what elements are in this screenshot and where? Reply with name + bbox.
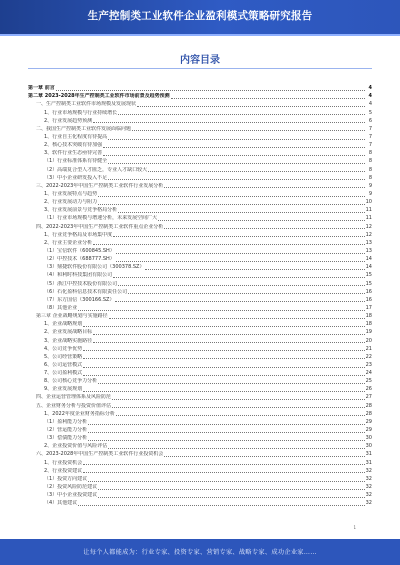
toc-entry-page: 30: [365, 443, 372, 450]
report-header: [0, 0, 400, 36]
toc-entry[interactable]: [28, 369, 372, 377]
toc-entry-label: 3、企业战略实施路径: [44, 337, 93, 344]
toc-entry-label: 9、企业发展规划: [44, 386, 83, 393]
toc-entry-label: （8）其他企业: [44, 304, 78, 311]
toc-entry-page: 32: [365, 467, 372, 474]
toc-entry[interactable]: [28, 190, 372, 198]
toc-dot-leader: [113, 236, 364, 237]
toc-dot-leader: [108, 139, 365, 140]
toc-entry-label: 7、公司盈利模式: [44, 370, 83, 377]
toc-entry-label: 8、公司核心竞争力分析: [44, 378, 98, 385]
toc-entry[interactable]: [28, 100, 372, 108]
toc-entry[interactable]: [28, 271, 372, 279]
toc-dot-leader: [83, 326, 364, 327]
toc-entry-page: 32: [365, 484, 372, 491]
toc-entry-label: 第二章 2023-2028年生产控制类工业软件市场前景及趋势预测: [28, 93, 170, 100]
toc-entry[interactable]: [28, 141, 372, 149]
toc-entry[interactable]: [28, 393, 372, 401]
toc-dot-leader: [118, 114, 365, 115]
toc-dot-leader: [83, 391, 364, 392]
toc-entry-page: 13: [365, 247, 372, 254]
toc-entry[interactable]: [28, 353, 372, 361]
toc-entry[interactable]: [28, 263, 372, 271]
toc-entry-page: 10: [365, 199, 372, 206]
toc-entry-label: （3）偿债能力分析: [44, 435, 88, 442]
toc-title-divider: [28, 68, 372, 69]
toc-entry-label: 2、核心技术突破有待加强: [44, 142, 103, 149]
toc-dot-leader: [98, 204, 364, 205]
toc-title: 内容目录: [180, 55, 220, 66]
toc-entry[interactable]: [28, 401, 372, 409]
toc-entry[interactable]: [28, 458, 372, 466]
toc-entry-label: （1）行业标准体系有待健全: [44, 158, 108, 165]
toc-entry[interactable]: [28, 434, 372, 442]
toc-entry[interactable]: [28, 361, 372, 369]
toc-entry-label: 1、企业战略规划: [44, 321, 83, 328]
toc-entry-page: 28: [365, 410, 372, 417]
toc-entry-page: 15: [365, 272, 372, 279]
toc-entry-page: 22: [365, 353, 372, 360]
toc-entry-label: 5、公司经营策略: [44, 353, 83, 360]
toc-entry-page: 30: [365, 435, 372, 442]
toc-entry-label: （1）盈利能力分析: [44, 418, 88, 425]
toc-entry[interactable]: [28, 499, 372, 507]
toc-entry-label: （6）石化盈科信息技术有限责任公司: [44, 288, 128, 295]
toc-entry[interactable]: [28, 182, 372, 190]
toc-entry-page: 8: [368, 150, 372, 157]
toc-entry[interactable]: [28, 491, 372, 499]
toc-entry[interactable]: [28, 198, 372, 206]
toc-dot-leader: [56, 90, 365, 91]
toc-entry-page: 4: [368, 101, 372, 108]
toc-entry-page: 7: [368, 125, 372, 132]
toc-dot-leader: [83, 472, 364, 473]
toc-entry-label: （2）高端复合型人才匮乏，专业人才缺口较大: [44, 166, 148, 173]
toc-entry-label: （3）中小企业研发投入不足: [44, 174, 108, 181]
toc-entry-page: 8: [368, 158, 372, 165]
toc-entry-label: 1、行业投资机会: [44, 459, 83, 466]
toc-entry[interactable]: [28, 231, 372, 239]
toc-entry[interactable]: [28, 133, 372, 141]
toc-dot-leader: [83, 375, 364, 376]
toc-entry-label: 第一章 前言: [28, 85, 55, 92]
toc-dot-leader: [137, 106, 365, 107]
toc-entry[interactable]: [28, 288, 372, 296]
toc-entry[interactable]: [28, 255, 372, 263]
toc-dot-leader: [116, 415, 365, 416]
toc-entry-page: 29: [365, 427, 372, 434]
toc-dot-leader: [78, 505, 364, 506]
toc-entry-label: 2、企业投资价值与风险评估: [44, 443, 108, 450]
toc-entry[interactable]: [28, 467, 372, 475]
toc-entry-label: 2、行业主要企业分析: [44, 239, 93, 246]
toc-dot-leader: [118, 212, 364, 213]
toc-dot-leader: [158, 220, 364, 221]
toc-entry-label: 1、2022年度企业财务指标分析: [44, 410, 115, 417]
toc-entry[interactable]: [28, 125, 372, 133]
toc-entry-label: 3、行业发展前景与竞争格局分析: [44, 207, 118, 214]
toc-dot-leader: [112, 407, 365, 408]
footer-banner: [0, 539, 400, 565]
toc-entry-page: 7: [368, 133, 372, 140]
toc-entry-page: 17: [365, 304, 372, 311]
toc-entry-page: 18: [365, 321, 372, 328]
toc-entry-page: 32: [365, 492, 372, 499]
toc-dot-leader: [93, 342, 364, 343]
toc-entry-label: 四、企业运营管理体系及风险防范: [36, 394, 112, 401]
toc-entry-page: 4: [368, 85, 372, 92]
toc-dot-leader: [88, 481, 364, 482]
toc-dot-leader: [83, 367, 364, 368]
toc-dot-leader: [88, 432, 364, 433]
toc-entry[interactable]: [28, 328, 372, 336]
toc-entry-page: 28: [365, 402, 372, 409]
toc-entry-page: 31: [365, 451, 372, 458]
toc-dot-leader: [132, 130, 365, 131]
toc-entry[interactable]: [28, 296, 372, 304]
toc-dot-leader: [112, 399, 365, 400]
toc-entry-page: 14: [365, 256, 372, 263]
toc-entry[interactable]: [28, 475, 372, 483]
toc-entry[interactable]: [28, 247, 372, 255]
toc-dot-leader: [113, 277, 364, 278]
toc-entry[interactable]: [28, 108, 372, 116]
toc-entry-label: （2）投资风险防范建议: [44, 484, 98, 491]
toc-dot-leader: [83, 358, 364, 359]
toc-entry[interactable]: [28, 84, 372, 92]
toc-entry-page: 4: [368, 93, 372, 100]
toc-entry-page: 21: [365, 345, 372, 352]
toc-dot-leader: [145, 269, 364, 270]
toc-entry[interactable]: [28, 410, 372, 418]
toc-entry-label: 三、2022-2023年中国生产控制类工业软件行业发展分析: [36, 182, 164, 189]
toc-entry[interactable]: [28, 304, 372, 312]
toc-dot-leader: [98, 383, 364, 384]
toc-entry-page: 31: [365, 459, 372, 466]
toc-dot-leader: [118, 285, 364, 286]
toc-entry-label: （5）浙江中控技术股份有限公司: [44, 280, 118, 287]
toc-entry-page: 24: [365, 370, 372, 377]
toc-entry-page: 18: [365, 313, 372, 320]
toc-entry-page: 11: [365, 215, 372, 222]
toc-entry-page: 13: [365, 239, 372, 246]
toc-dot-leader: [108, 163, 365, 164]
toc-entry[interactable]: [28, 206, 372, 214]
toc-entry[interactable]: [28, 174, 372, 182]
toc-entry-label: 2、行业发展动力与阻力: [44, 199, 98, 206]
toc-dot-leader: [164, 456, 364, 457]
toc-dot-leader: [93, 334, 364, 335]
toc-entry-label: 1、行业自主化程度有待提高: [44, 133, 108, 140]
toc-entry-label: 1、行业市场规模与行业持续增长: [44, 109, 118, 116]
footer-slogan: 让每个人都能成为：行业专家、投资专家、营销专家、战略专家、成功企业家……: [83, 549, 317, 556]
toc-entry-page: 29: [365, 418, 372, 425]
toc-entry-label: （3）中小企业投资建议: [44, 492, 98, 499]
toc-entry-label: （3）鼎捷软件股份有限公司（300378.SZ）: [44, 264, 145, 271]
toc-entry[interactable]: [28, 336, 372, 344]
toc-entry[interactable]: [28, 483, 372, 491]
toc-entry-label: 第三章 企业战略规划与实施路径: [36, 313, 108, 320]
toc-entry[interactable]: [28, 312, 372, 320]
toc-entry[interactable]: [28, 450, 372, 458]
toc-dot-leader: [115, 301, 364, 302]
toc-entry[interactable]: [28, 117, 372, 125]
toc-entry-label: 6、公司运营模式: [44, 361, 83, 368]
toc-entry-page: 5: [368, 109, 372, 116]
toc-entry[interactable]: [28, 149, 372, 157]
toc-dot-leader: [128, 293, 364, 294]
toc-entry-page: 6: [368, 117, 372, 124]
toc-dot-leader: [164, 228, 364, 229]
toc-entry-label: 四、2022-2023年中国生产控制类工业软件重点企业分析: [36, 223, 164, 230]
toc-entry-label: （7）东方国信（300166.SZ）: [44, 296, 115, 303]
toc-entry-label: 六、2023-2028年中国生产控制类工业软件行业投资机会: [36, 451, 164, 458]
toc-entry-page: 16: [365, 296, 372, 303]
toc-entry-page: 9: [368, 182, 372, 189]
toc-entry-page: 32: [365, 500, 372, 507]
toc-entry-page: 12: [365, 223, 372, 230]
toc-entry-label: 一、生产控制类工业软件市场规模及发展现状: [36, 101, 137, 108]
toc-entry-page: 8: [368, 166, 372, 173]
toc-entry-page: 8: [368, 174, 372, 181]
toc-entry[interactable]: [28, 239, 372, 247]
toc-dot-leader: [116, 253, 365, 254]
toc-entry-label: （4）其他建议: [44, 500, 78, 507]
toc-entry[interactable]: [28, 279, 372, 287]
toc-dot-leader: [148, 171, 365, 172]
toc-entry-label: （4）和利时科技集团有限公司: [44, 272, 113, 279]
toc-dot-leader: [116, 261, 365, 262]
toc-entry[interactable]: [28, 214, 372, 222]
toc-entry[interactable]: [28, 320, 372, 328]
toc-entry-label: 3、软件行业生态亟待完善: [44, 150, 103, 157]
toc-entry[interactable]: [28, 418, 372, 426]
toc-dot-leader: [109, 318, 365, 319]
toc-entry[interactable]: [28, 165, 372, 173]
toc-entry-page: 11: [365, 207, 372, 214]
toc-entry[interactable]: [28, 426, 372, 434]
toc-entry[interactable]: [28, 377, 372, 385]
toc-entry-label: 1、行业发展特点与趋势: [44, 190, 98, 197]
toc-entry-page: 23: [365, 361, 372, 368]
toc-entry-label: 4、公司竞争优势: [44, 345, 83, 352]
toc-entry-page: 15: [365, 280, 372, 287]
toc-dot-leader: [171, 98, 365, 99]
toc-dot-leader: [83, 350, 364, 351]
toc-dot-leader: [83, 464, 364, 465]
toc-entry-label: 二、我国生产控制类工业软件发展面临问题: [36, 125, 132, 132]
toc-entry-label: 1、行业竞争格局及市场集中度: [44, 231, 113, 238]
toc-entry-page: 32: [365, 475, 372, 482]
toc-entry-label: （2）营运能力分析: [44, 427, 88, 434]
toc-entry-page: 26: [365, 386, 372, 393]
toc-entry-page: 27: [365, 394, 372, 401]
toc-entry-label: （1）投资方向建议: [44, 475, 88, 482]
toc-entry-label: （1）行业市场规模与增速分析，未来发展空间广大: [44, 215, 158, 222]
toc-dot-leader: [93, 122, 365, 123]
toc-entry-label: 2、企业发展战略目标: [44, 329, 93, 336]
page-number: 1: [353, 525, 356, 530]
toc-dot-leader: [108, 179, 365, 180]
toc-dot-leader: [78, 310, 364, 311]
toc-dot-leader: [98, 196, 365, 197]
toc-entry-label: （1）宝信软件（600845.SH）: [44, 247, 115, 254]
toc-entry-page: 19: [365, 329, 372, 336]
toc-entry-page: 9: [368, 190, 372, 197]
toc-entry-page: 12: [365, 231, 372, 238]
toc-entry-page: 20: [365, 337, 372, 344]
table-of-contents: [28, 84, 372, 522]
toc-dot-leader: [88, 424, 364, 425]
toc-entry[interactable]: [28, 92, 372, 100]
toc-dot-leader: [164, 187, 365, 188]
report-title: 生产控制类工业软件企业盈利模式策略研究报告: [87, 10, 313, 22]
toc-entry-page: 16: [365, 288, 372, 295]
toc-entry[interactable]: [28, 442, 372, 450]
toc-entry[interactable]: [28, 157, 372, 165]
toc-entry[interactable]: [28, 222, 372, 230]
toc-entry-page: 14: [365, 264, 372, 271]
toc-entry-label: 五、企业财务分析与投资价值评估: [36, 402, 112, 409]
toc-entry-label: 2、行业发展趋势预测: [44, 117, 93, 124]
toc-entry-page: 25: [365, 378, 372, 385]
toc-entry-page: 7: [368, 142, 372, 149]
toc-dot-leader: [98, 497, 364, 498]
toc-dot-leader: [98, 489, 364, 490]
toc-dot-leader: [108, 448, 364, 449]
toc-entry[interactable]: [28, 345, 372, 353]
toc-dot-leader: [88, 440, 364, 441]
toc-dot-leader: [103, 155, 365, 156]
toc-entry-label: （2）中控技术（688777.SH）: [44, 256, 115, 263]
toc-dot-leader: [93, 244, 364, 245]
toc-dot-leader: [103, 147, 365, 148]
toc-entry[interactable]: [28, 385, 372, 393]
toc-entry-label: 2、行业投资建议: [44, 467, 83, 474]
